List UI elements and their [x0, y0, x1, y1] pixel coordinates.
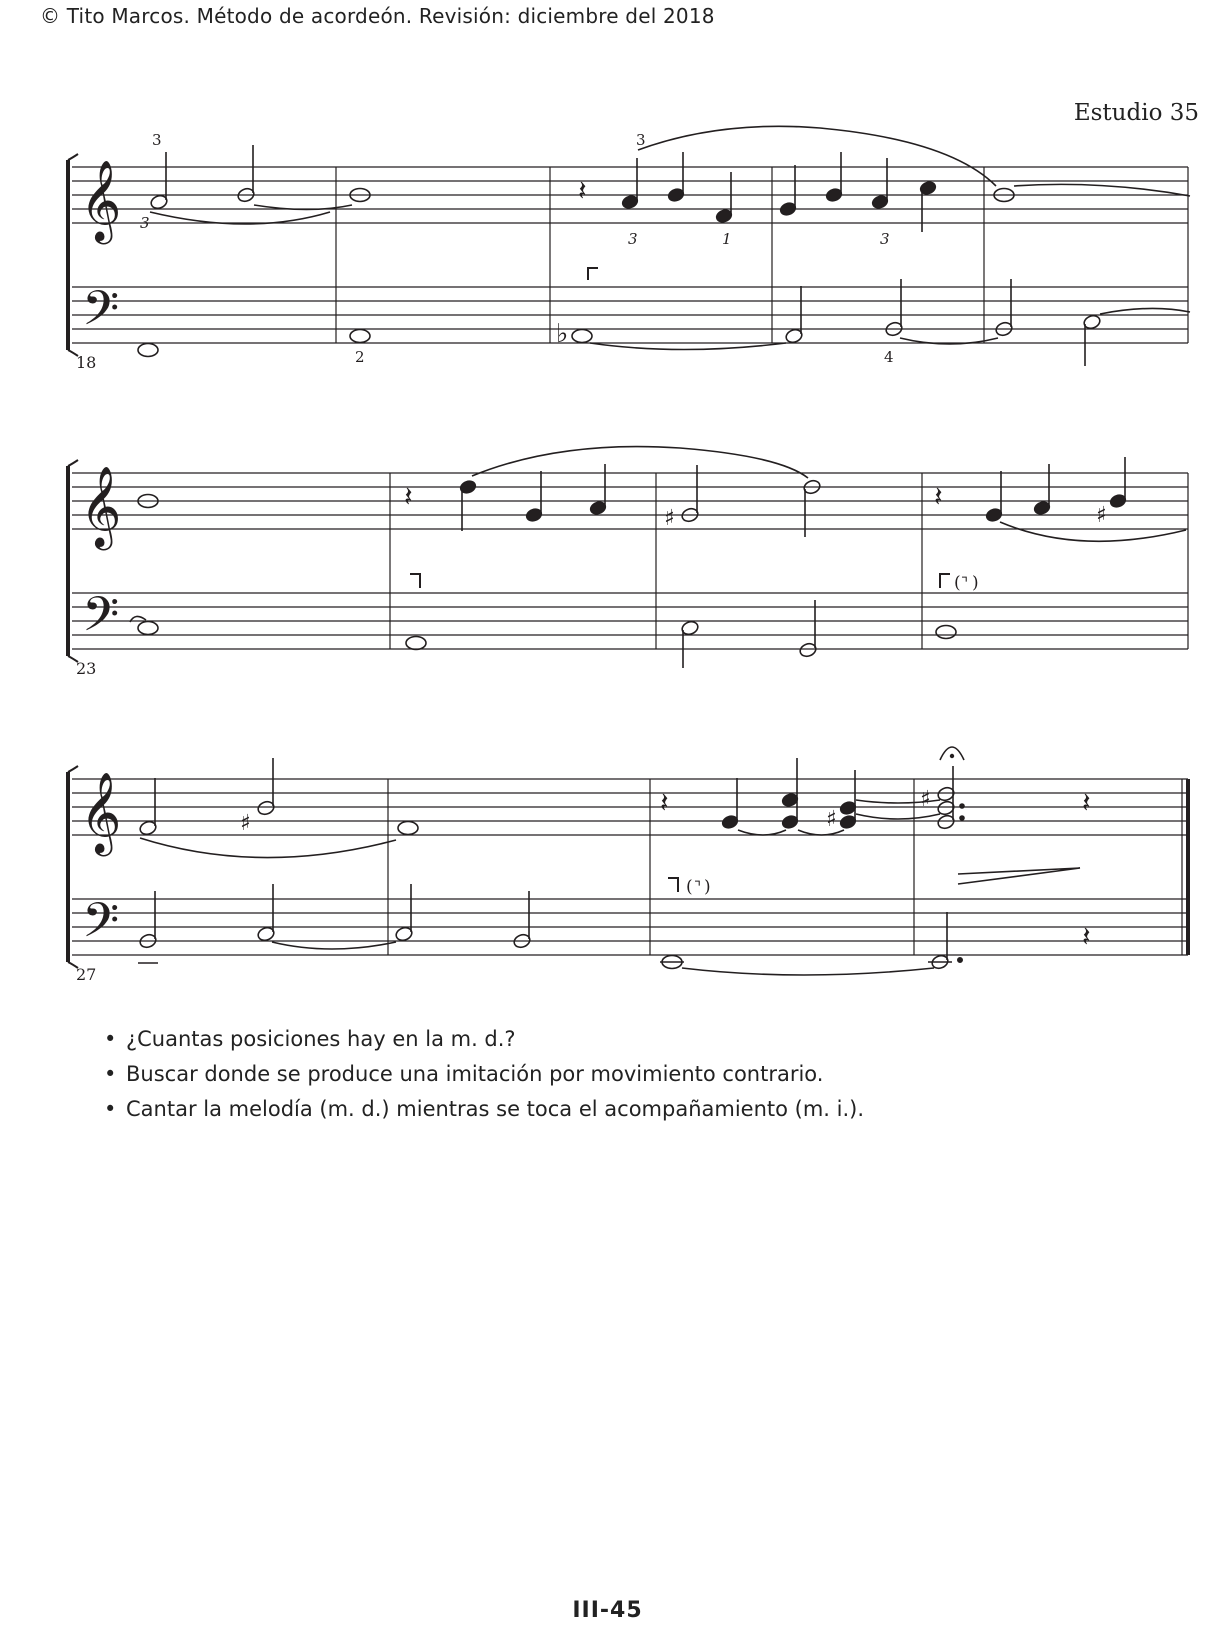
study-title: Estudio 35	[1073, 100, 1199, 126]
ties-system-1	[150, 126, 1190, 349]
question-list	[100, 1022, 864, 1127]
svg-text:𝄽: 𝄽	[1082, 786, 1091, 819]
list-item	[100, 1022, 864, 1057]
system-2	[68, 460, 1188, 662]
svg-text:⌝: ⌝	[694, 878, 702, 896]
fingering: 3	[152, 131, 162, 149]
bullet-icon: •	[104, 1097, 117, 1121]
svg-text:♯: ♯	[240, 811, 251, 836]
svg-text:♯: ♯	[664, 506, 675, 531]
svg-text:): )	[704, 877, 711, 897]
treble-clef-icon: 𝄞	[80, 771, 122, 853]
svg-text:♭: ♭	[556, 319, 569, 349]
question-text: Cantar la melodía (m. d.) mientras se toca el acompañamiento (m. i.).	[126, 1097, 865, 1121]
svg-text:(: (	[686, 877, 693, 897]
fingering: 3	[880, 230, 890, 248]
measure-number: 18	[76, 353, 97, 372]
svg-text:♯: ♯	[1096, 503, 1107, 528]
notes-system-2	[138, 457, 1127, 668]
treble-clef-icon: 𝄞	[80, 465, 122, 547]
svg-text:𝄽: 𝄽	[404, 480, 413, 513]
page-number: III-45	[572, 1598, 643, 1623]
fingering: 3	[636, 131, 646, 149]
bullet-icon: •	[104, 1027, 117, 1051]
svg-text:𝄽: 𝄽	[934, 480, 943, 513]
fingering: 4	[884, 348, 894, 366]
svg-text:𝄽: 𝄽	[660, 786, 669, 819]
list-item	[100, 1092, 864, 1127]
question-text: ¿Cuantas posiciones hay en la m. d.?	[126, 1027, 516, 1051]
question-text: Buscar donde se produce una imitación por movimiento contrario.	[126, 1062, 824, 1086]
svg-text:♯: ♯	[920, 787, 931, 812]
fingering: 1	[722, 230, 732, 248]
bass-clef-icon: 𝄢	[82, 892, 120, 960]
fingering: 2	[355, 348, 365, 366]
treble-clef-icon: 𝄞	[80, 159, 122, 241]
bass-clef-icon: 𝄢	[82, 280, 120, 348]
copyright-header: © Tito Marcos. Método de acordeón. Revisión: diciembre del 2018	[40, 4, 715, 28]
svg-text:♯: ♯	[826, 807, 837, 832]
svg-text:): )	[972, 573, 979, 593]
fingering: 3	[628, 230, 638, 248]
list-item	[100, 1057, 864, 1092]
system-1	[68, 154, 1188, 356]
svg-text:𝄽: 𝄽	[578, 174, 587, 207]
svg-text:(: (	[954, 573, 961, 593]
fingering: 3	[140, 214, 150, 232]
system-3	[68, 766, 1188, 968]
notes-system-1	[138, 145, 1102, 366]
measure-number: 23	[76, 659, 97, 678]
measure-number: 27	[76, 965, 97, 980]
notes-system-3	[138, 758, 1091, 970]
bullet-icon: •	[104, 1062, 117, 1086]
bass-clef-icon: 𝄢	[82, 586, 120, 654]
svg-text:𝄽: 𝄽	[1082, 920, 1091, 953]
svg-text:⌝: ⌝	[961, 574, 969, 592]
